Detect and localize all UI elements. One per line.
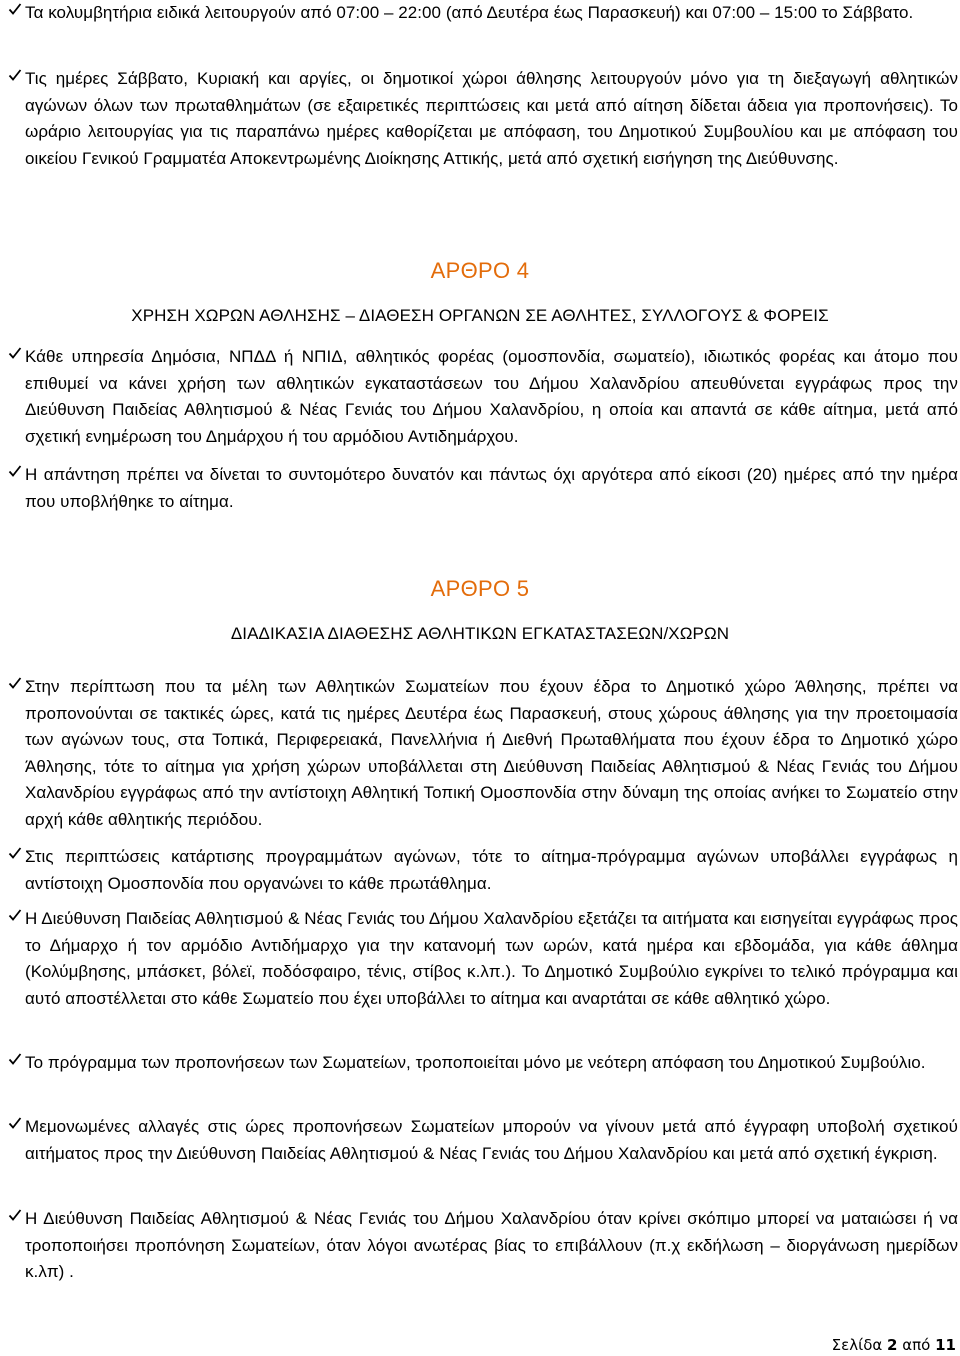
- bullet-text: Κάθε υπηρεσία Δημόσια, ΝΠΔΔ ή ΝΠΙΔ, αθλητικός φορέας (ομοσπονδία, σωματείο), ιδιωτικός φορέας και άτομο που επιθυμεί να κάνει χρήση των αθλητικών εγκαταστάσεων του Δήμου Χαλανδρίου απευθύνεται εγγράφως προς την Διεύθυνση Παιδείας Αθλητισμού & Νέας Γενιάς του Δήμου Χαλανδρίου, η οποία και απαντά σε κάθε αίτημα, μετά από σχετική ενημέρωση του Δημάρχου ή του αρμόδιου Αντιδημάρχου.: [25, 347, 958, 446]
- list-item: [8, 844, 958, 897]
- list-item: [8, 1206, 958, 1286]
- article-4-subtitle: ΧΡΗΣΗ ΧΩΡΩΝ ΑΘΛΗΣΗΣ – ΔΙΑΘΕΣΗ ΟΡΓΑΝΩΝ ΣΕ ΑΘΛΗΤΕΣ, ΣΥΛΛΟΓΟΥΣ & ΦΟΡΕΙΣ: [131, 306, 829, 325]
- checkmark-icon: [8, 1116, 22, 1130]
- list-item: [8, 0, 958, 27]
- checkmark-icon: [8, 1208, 22, 1222]
- checkmark-icon: [8, 908, 22, 922]
- bullet-text: Τα κολυμβητήρια ειδικά λειτουργούν από 07:00 – 22:00 (από Δευτέρα έως Παρασκευή) και 07:00 – 15:00 το Σάββατο.: [25, 3, 914, 22]
- bullet-text: Το πρόγραμμα των προπονήσεων των Σωματείων, τροποποιείται μόνο με νεότερη απόφαση του Δημοτικού Συμβούλιο.: [25, 1053, 926, 1072]
- article-4-title: ΑΡΘΡΟ 4: [430, 258, 530, 283]
- article-5-subtitle: ΔΙΑΔΙΚΑΣΙΑ ΔΙΑΘΕΣΗΣ ΑΘΛΗΤΙΚΩΝ ΕΓΚΑΤΑΣΤΑΣΕΩΝ/ΧΩΡΩΝ: [230, 624, 730, 643]
- list-item: [8, 344, 958, 450]
- bullet-text: Στις περιπτώσεις κατάρτισης προγραμμάτων αγώνων, τότε το αίτημα-πρόγραμμα αγώνων υποβάλλει εγγράφως η αντίστοιχη Ομοσπονδία που οργανώνει το κάθε πρωτάθλημα.: [25, 847, 958, 893]
- checkmark-icon: [8, 1052, 22, 1066]
- checkmark-icon: [8, 846, 22, 860]
- bullet-text: Η απάντηση πρέπει να δίνεται το συντομότερο δυνατόν και πάντως όχι αργότερα από είκοσι (20) ημέρες από την ημέρα που υποβλήθηκε το αίτημα.: [25, 465, 958, 511]
- list-item: [8, 462, 958, 515]
- checkmark-icon: [8, 2, 22, 16]
- list-item: [8, 1114, 958, 1167]
- page-number-prefix: Σελίδα: [831, 1336, 888, 1354]
- bullet-text: Μεμονωμένες αλλαγές στις ώρες προπονήσεων Σωματείων μπορούν να γίνουν μετά από έγγραφη υποβολή σχετικού αιτήματος προς την Διεύθυνση Παιδείας Αθλητισμού & Νέας Γενιάς του Δήμου Χαλανδρίου και μετά από σχετική έγκριση.: [25, 1117, 958, 1163]
- article-5-title: ΑΡΘΡΟ 5: [430, 576, 530, 601]
- checkmark-icon: [8, 464, 22, 478]
- page-number-middle: από: [897, 1336, 936, 1354]
- checkmark-icon: [8, 676, 22, 690]
- total-pages: 11: [935, 1336, 956, 1354]
- checkmark-icon: [8, 68, 22, 82]
- list-item: [8, 674, 958, 833]
- page-number: [832, 1336, 956, 1354]
- bullet-text: Στην περίπτωση που τα μέλη των Αθλητικών Σωματείων που έχουν έδρα το Δημοτικό χώρο Άθλησης, πρέπει να προπονούνται σε τακτικές ώρες, κατά τις ημέρες Δευτέρα έως Παρασκευή, στους χώρους άθλησης για την προετοιμασία των αγώνων τους, στα Τοπικά, Περιφερειακά, Πανελλήνια ή Διεθνή Πρωταθλήματα που έχουν έδρα το Δημοτικό χώρο Άθλησης, τότε το αίτημα για χρήση χώρων υποβάλλεται στη Διεύθυνση Παιδείας Αθλητισμού & Νέας Γενιάς του Δήμου Χαλανδρίου εγγράφως από την αντίστοιχη Αθλητική Τοπική Ομοσπονδία στην δύναμη της οποίας ανήκει το Σωματείο στην αρχή κάθε αθλητικής περιόδου.: [25, 677, 958, 829]
- bullet-text: Η Διεύθυνση Παιδείας Αθλητισμού & Νέας Γενιάς του Δήμου Χαλανδρίου εξετάζει τα αιτήματα και εισηγείται εγγράφως προς το Δήμαρχο ή τον αρμόδιο Αντιδήμαρχο για την κατανομή των ωρών, κατά ημέρα και εβδομάδα, για κάθε άθλημα (Κολύμβησης, μπάσκετ, βόλεϊ, ποδόσφαιρο, τένις, στίβος κ.λπ.). Το Δημοτικό Συμβούλιο εγκρίνει το τελικό πρόγραμμα και αυτό αποστέλλεται στο κάθε Σωματείο που έχει υποβάλλει το αίτημα και αναρτάται σε κάθε αθλητικό χώρο.: [25, 909, 958, 1008]
- checkmark-icon: [8, 346, 22, 360]
- bullet-text: Η Διεύθυνση Παιδείας Αθλητισμού & Νέας Γενιάς του Δήμου Χαλανδρίου όταν κρίνει σκόπιμο μπορεί να ματαιώσει ή να τροποποιήσει προπόνηση Σωματείων, όταν λόγοι ανωτέρας βίας το επιβάλλουν (π.χ εκδήλωση – διοργάνωση ημερίδων κ.λπ) .: [25, 1209, 958, 1281]
- list-item: [8, 1050, 958, 1077]
- bullet-text: Τις ημέρες Σάββατο, Κυριακή και αργίες, οι δημοτικοί χώροι άθλησης λειτουργούν μόνο για τη διεξαγωγή αθλητικών αγώνων όλων των πρωταθλημάτων (σε εξαιρετικές περιπτώσεις και μετά από αίτηση δίδεται άδεια για προπονήσεις). Το ωράριο λειτουργίας για τις παραπάνω ημέρες καθορίζεται με απόφαση, του Δημοτικού Συμβουλίου και με απόφαση του οικείου Γενικού Γραμματέα Αποκεντρωμένης Διοίκησης Αττικής, μετά από σχετική εισήγηση της Διεύθυνσης.: [25, 69, 958, 168]
- list-item: [8, 66, 958, 172]
- current-page: 2: [887, 1336, 898, 1354]
- list-item: [8, 906, 958, 1012]
